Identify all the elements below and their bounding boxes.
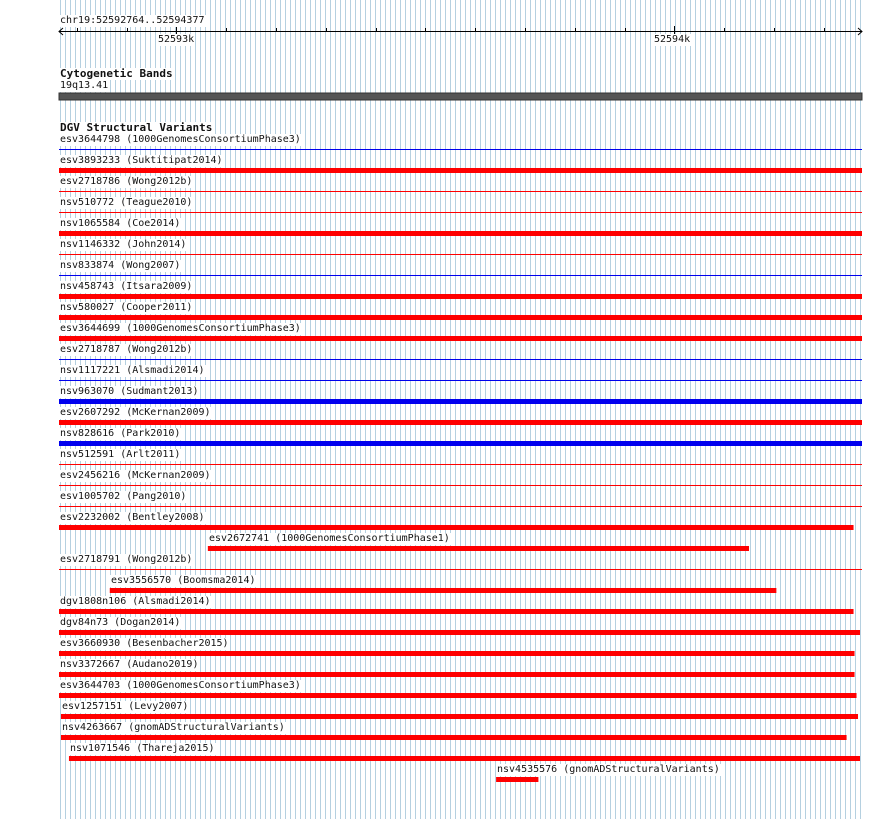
dgv-feature-label[interactable]: esv3644699 (1000GenomesConsortiumPhase3) [60,323,301,334]
dgv-feature-label[interactable]: esv3644798 (1000GenomesConsortiumPhase3) [60,134,301,145]
dgv-feature-label[interactable]: nsv4535576 (gnomADStructuralVariants) [497,764,720,775]
cytoband-label: 19q13.41 [60,80,109,91]
dgv-feature-label[interactable]: esv2718791 (Wong2012b) [60,554,193,565]
dgv-feature-label[interactable]: esv3660930 (Besenbacher2015) [60,638,229,649]
dgv-feature-label[interactable]: esv3556570 (Boomsma2014) [111,575,256,586]
dgv-track-title: DGV Structural Variants [60,121,213,134]
dgv-feature-label[interactable]: esv2607292 (McKernan2009) [60,407,211,418]
dgv-feature-label[interactable]: esv2232002 (Bentley2008) [60,512,205,523]
dgv-feature-label[interactable]: nsv458743 (Itsara2009) [60,281,193,292]
dgv-feature-label[interactable]: nsv963070 (Sudmant2013) [60,386,199,397]
dgv-feature-label[interactable]: esv3893233 (Suktitipat2014) [60,155,223,166]
dgv-feature-label[interactable]: dgv84n73 (Dogan2014) [60,617,181,628]
dgv-feature-label[interactable]: nsv833874 (Wong2007) [60,260,181,271]
dgv-feature-label[interactable]: nsv4263667 (gnomADStructuralVariants) [62,722,285,733]
ruler-tick-label: 52593k [158,34,195,45]
dgv-feature-label[interactable]: esv2672741 (1000GenomesConsortiumPhase1) [209,533,450,544]
dgv-feature-label[interactable]: nsv3372667 (Audano2019) [60,659,199,670]
dgv-feature-label[interactable]: esv2718786 (Wong2012b) [60,176,193,187]
ruler-tick-label: 52594k [654,34,691,45]
dgv-feature-label[interactable]: nsv512591 (Arlt2011) [60,449,181,460]
dgv-feature-label[interactable]: esv1005702 (Pang2010) [60,491,187,502]
dgv-feature-label[interactable]: nsv828616 (Park2010) [60,428,181,439]
dgv-feature-label[interactable]: nsv1071546 (Thareja2015) [70,743,215,754]
dgv-feature-label[interactable]: esv2456216 (McKernan2009) [60,470,211,481]
dgv-feature-label[interactable]: esv1257151 (Levy2007) [62,701,189,712]
dgv-feature-label[interactable]: nsv1065584 (Coe2014) [60,218,181,229]
dgv-feature-label[interactable]: nsv580027 (Cooper2011) [60,302,193,313]
dgv-feature-label[interactable]: esv3644703 (1000GenomesConsortiumPhase3) [60,680,301,691]
dgv-feature-label[interactable]: nsv510772 (Teague2010) [60,197,193,208]
region-label: chr19:52592764..52594377 [60,15,205,26]
dgv-feature-label[interactable]: nsv1146332 (John2014) [60,239,187,250]
dgv-feature-label[interactable]: nsv1117221 (Alsmadi2014) [60,365,205,376]
cytoband-track-title: Cytogenetic Bands [60,67,173,80]
dgv-feature-label[interactable]: dgv1808n106 (Alsmadi2014) [60,596,211,607]
dgv-feature-label[interactable]: esv2718787 (Wong2012b) [60,344,193,355]
